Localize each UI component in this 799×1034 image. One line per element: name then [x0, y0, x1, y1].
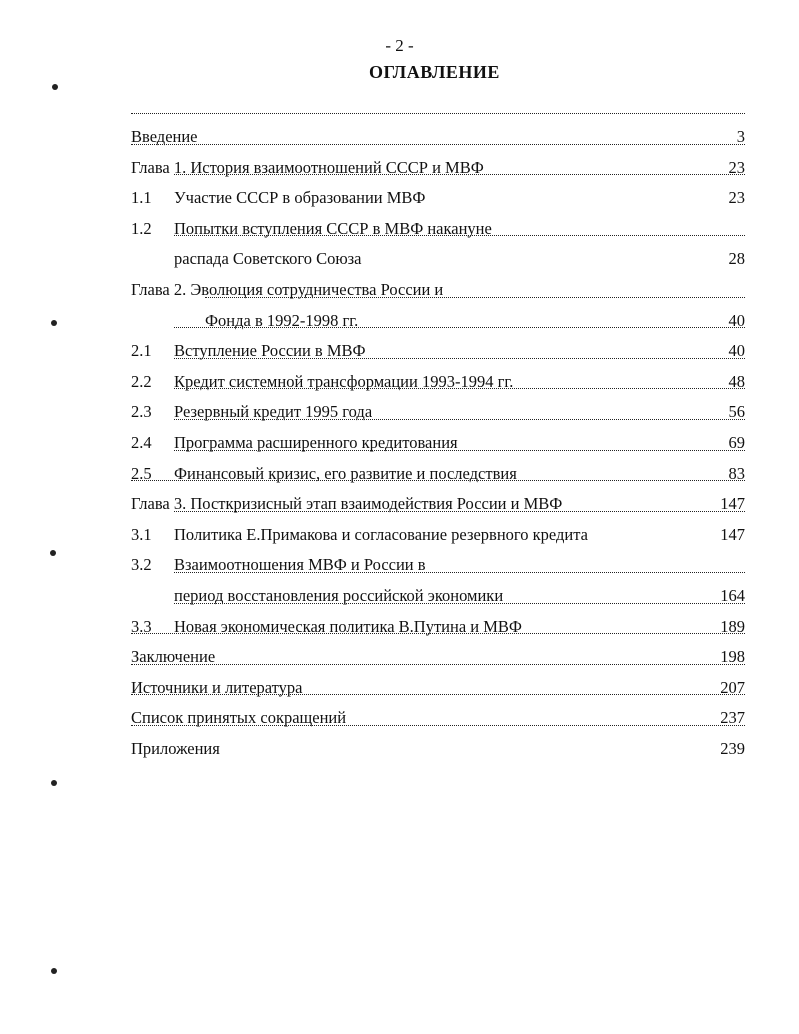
toc-title-text: ОГЛАВЛЕНИЕ	[369, 62, 500, 82]
toc-entry-text: Участие СССР в образовании МВФ	[174, 183, 427, 214]
dot-leader	[174, 419, 745, 420]
toc-entry-text: Заключение	[131, 642, 217, 673]
toc-entry	[131, 520, 745, 551]
toc-entry-number: 2.1	[131, 341, 152, 361]
toc-entry-number: 3.2	[131, 555, 152, 575]
toc-entry	[131, 550, 745, 581]
dot-leader	[174, 235, 745, 236]
toc-entry	[131, 153, 745, 184]
dot-leader	[174, 327, 745, 328]
dot-leader	[205, 297, 745, 298]
toc-entry-page: 198	[718, 642, 745, 673]
toc-entry	[131, 612, 745, 643]
toc-entry-page: 207	[718, 673, 745, 704]
toc-entry-page: 23	[727, 153, 746, 184]
scan-mark	[51, 968, 57, 974]
toc-entry-page: 69	[727, 428, 746, 459]
toc-entry	[131, 673, 745, 704]
dot-leader	[174, 511, 745, 512]
toc-entry-number: 1.2	[131, 218, 152, 238]
toc-entry-number: 2.2	[131, 371, 152, 391]
toc-entry-page: 28	[727, 244, 746, 275]
toc-entry	[131, 122, 745, 153]
toc-entry-page: 147	[718, 520, 745, 551]
toc-entry-number: 2.4	[131, 432, 152, 452]
toc-entry	[131, 459, 745, 490]
toc-entry-text: Новая экономическая политика В.Путина и МВФ	[174, 612, 524, 643]
toc-entry	[131, 275, 745, 306]
toc-entry-number: 3.1	[131, 524, 152, 544]
toc-entry-text: Попытки вступления СССР в МВФ накануне	[174, 218, 492, 238]
dot-leader	[131, 480, 745, 481]
toc-entry	[131, 642, 745, 673]
toc-entry-text: Фонда в 1992-1998 гг.	[205, 306, 360, 337]
toc-entry-number: 3.3	[131, 616, 152, 636]
toc-entry	[131, 183, 745, 214]
toc-entry-text: Глава 1. История взаимоотношений СССР и МВФ	[131, 153, 486, 184]
toc-entry-page: 23	[727, 183, 746, 214]
toc-entry	[131, 581, 745, 612]
toc-entry	[131, 244, 745, 275]
toc-entry-text: Финансовый кризис, его развитие и последствия	[174, 459, 519, 490]
toc-entry-number: 2.5	[131, 463, 152, 483]
scan-mark	[50, 550, 56, 556]
dot-leader	[174, 358, 745, 359]
dot-leader	[131, 694, 745, 695]
table-of-contents	[131, 122, 745, 764]
dot-leader	[131, 633, 745, 634]
page-number: - 2 -	[385, 36, 414, 55]
toc-entry-page: 40	[727, 336, 746, 367]
dot-leader	[174, 174, 745, 175]
toc-entry-text: Взаимоотношения МВФ и России в	[174, 555, 426, 575]
toc-entry	[131, 336, 745, 367]
toc-entry-text: период восстановления российской экономики	[174, 581, 505, 612]
toc-entry-page: 239	[718, 734, 745, 765]
toc-entry-page: 237	[718, 703, 745, 734]
toc-entry-page: 56	[727, 397, 746, 428]
scan-mark	[52, 84, 58, 90]
toc-entry	[131, 489, 745, 520]
toc-entry	[131, 397, 745, 428]
dot-leader	[131, 144, 745, 145]
toc-title	[0, 62, 799, 83]
toc-entry-text: Источники и литература	[131, 673, 305, 704]
toc-entry-text: распада Советского Союза	[174, 244, 364, 275]
toc-entry-page: 147	[718, 489, 745, 520]
toc-entry	[131, 214, 745, 245]
toc-entry-text: Приложения	[131, 734, 222, 765]
dot-leader	[174, 603, 745, 604]
toc-entry	[131, 703, 745, 734]
dot-leader	[174, 572, 745, 573]
dot-leader	[174, 450, 745, 451]
toc-entry-text: Политика Е.Примакова и согласование резервного кредита	[174, 520, 590, 551]
scan-mark	[51, 780, 57, 786]
toc-entry-text: Резервный кредит 1995 года	[174, 397, 374, 428]
dot-leader	[131, 725, 745, 726]
dot-leader	[131, 113, 745, 114]
toc-entry-text: Глава 2. Эволюция сотрудничества России и	[131, 279, 444, 299]
toc-entry-text: Список принятых сокращений	[131, 703, 348, 734]
toc-entry-text: Программа расширенного кредитования	[174, 428, 460, 459]
toc-entry-page: 40	[727, 306, 746, 337]
toc-entry	[131, 734, 745, 765]
scan-mark	[51, 320, 57, 326]
toc-entry-page: 83	[727, 459, 746, 490]
toc-entry-page: 189	[718, 612, 745, 643]
toc-entry-page: 48	[727, 367, 746, 398]
toc-entry-page: 164	[718, 581, 745, 612]
dot-leader	[131, 664, 745, 665]
toc-entry	[131, 367, 745, 398]
toc-entry	[131, 428, 745, 459]
toc-entry-text: Кредит системной трансформации 1993-1994 гг.	[174, 367, 515, 398]
toc-entry	[131, 306, 745, 337]
toc-entry-text: Вступление России в МВФ	[174, 336, 368, 367]
toc-entry-number: 2.3	[131, 402, 152, 422]
toc-entry-page: 3	[735, 122, 745, 153]
dot-leader	[174, 388, 745, 389]
toc-entry-text: Глава 3. Посткризисный этап взаимодействия России и МВФ	[131, 489, 564, 520]
toc-entry-number: 1.1	[131, 188, 152, 208]
toc-entry-text: Введение	[131, 122, 200, 153]
